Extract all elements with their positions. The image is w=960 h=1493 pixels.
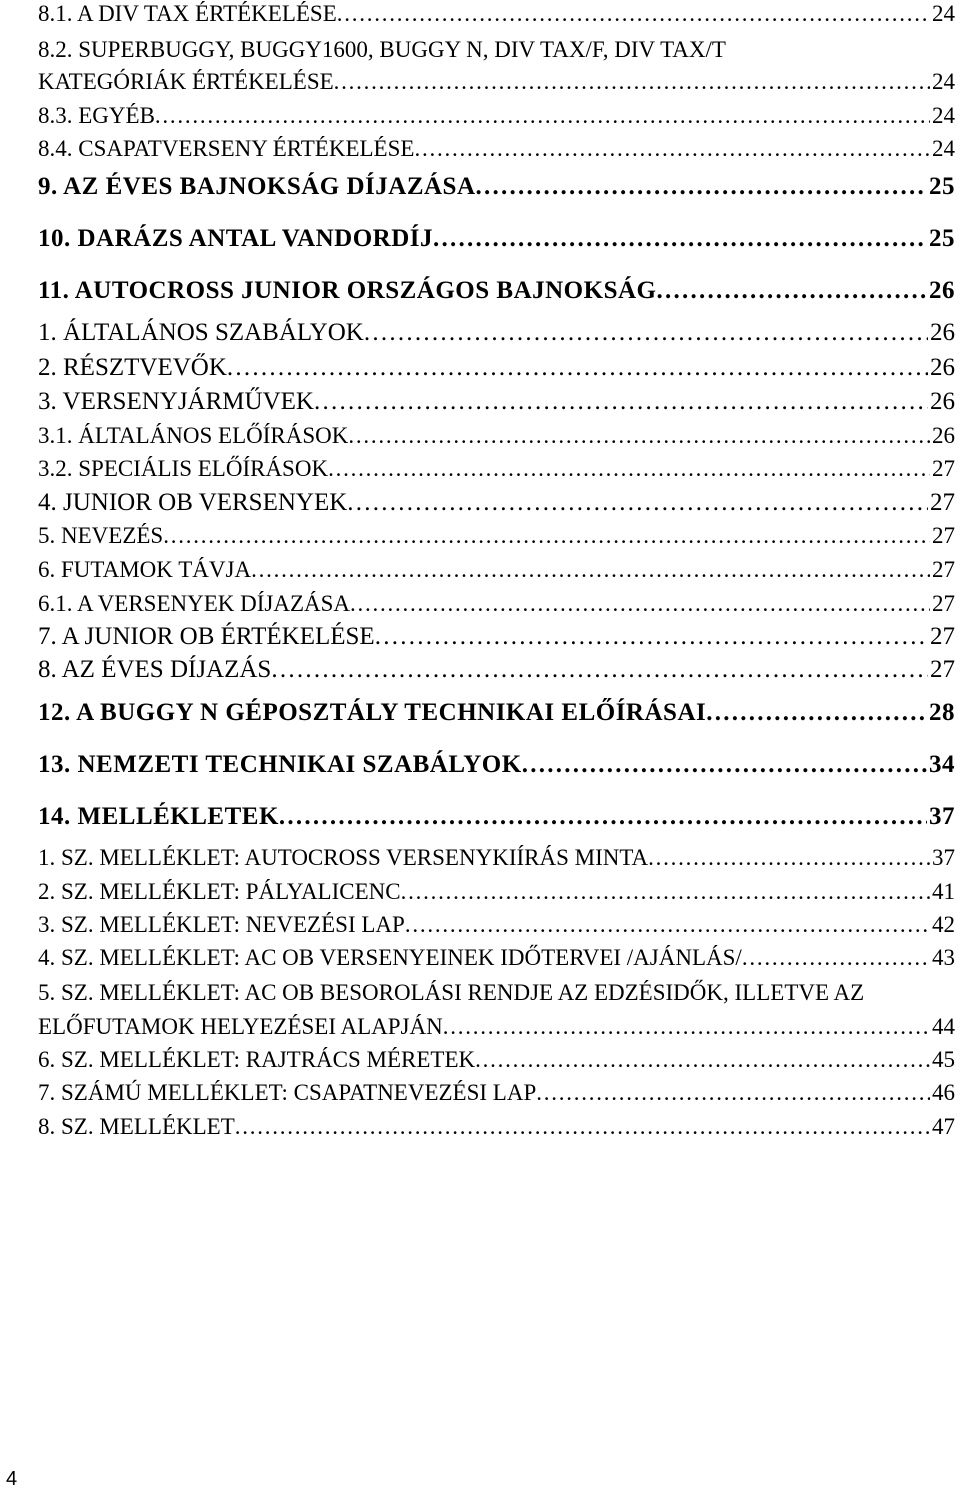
toc-entry-page: 27 [932,456,955,481]
toc-entry-label: 3. VERSENYJÁRMŰVEK [38,388,314,415]
toc-entry-page: 27 [932,523,955,548]
leader-dots [433,226,927,251]
toc-entry-label: 3.1. ÁLTALÁNOS ELŐÍRÁSOK [38,423,349,448]
toc-entry-label: 2. RÉSZTVEVŐK [38,354,227,381]
leader-dots [334,70,930,93]
toc-entry-label: 1. ÁLTALÁNOS SZABÁLYOK [38,319,364,346]
toc-entry-label: 8.2. SUPERBUGGY, BUGGY1600, BUGGY N, DIV TAX/F, DIV TAX/T [38,37,726,62]
toc-entry-label: 10. DARÁZS ANTAL VANDORDÍJ [38,225,434,252]
toc-entry-label: 1. SZ. MELLÉKLET: AUTOCROSS VERSENYKIÍRÁS MINTA [38,845,649,870]
toc-entry[interactable] [38,104,955,127]
toc-entry-page: 26 [930,388,955,415]
toc-entry-label: 4. SZ. MELLÉKLET: AC OB VERSENYEINEK IDŐTERVEI /AJÁNLÁS/ [38,945,742,970]
toc-entry[interactable] [38,846,955,869]
toc-entry-page: 24 [932,103,955,128]
toc-entry-page: 26 [932,423,955,448]
leader-dots [271,657,928,682]
toc-entry-page: 24 [932,1,955,26]
toc-entry-page: 27 [930,656,955,683]
toc-entry[interactable] [38,946,955,969]
toc-entry-page: 44 [932,1014,955,1039]
toc-entry-label: 3.2. SPECIÁLIS ELŐÍRÁSOK [38,456,329,481]
leader-dots [405,913,930,936]
toc-entry-page: 37 [932,845,955,870]
toc-entry[interactable] [38,624,955,649]
toc-entry-label: 13. NEMZETI TECHNIKAI SZABÁLYOK [38,751,522,778]
toc-entry[interactable] [38,38,955,61]
leader-dots [163,524,930,547]
toc-entry-label: 3. SZ. MELLÉKLET: NEVEZÉSI LAP [38,912,405,937]
toc-entry-label: 8.1. A DIV TAX ÉRTÉKELÉSE [38,1,337,26]
toc-entry-label: 8. SZ. MELLÉKLET [38,1114,235,1139]
leader-dots [401,880,930,903]
leader-dots [314,389,928,414]
toc-entry-label: 2. SZ. MELLÉKLET: PÁLYALICENC [38,879,401,904]
toc-entry-label: 4. JUNIOR OB VERSENYEK [38,489,348,516]
leader-dots [656,278,927,303]
toc-entry[interactable] [38,657,955,682]
toc-entry[interactable] [38,490,955,515]
toc-entry[interactable] [38,558,955,581]
toc-entry[interactable] [38,70,955,93]
toc-entry-page: 27 [930,489,955,516]
toc-entry-page: 37 [929,803,955,830]
toc-entry-label: 8.4. CSAPATVERSENY ÉRTÉKELÉSE [38,136,415,161]
page-number: 4 [6,1468,18,1490]
toc-entry[interactable] [38,1048,955,1071]
toc-entry[interactable] [38,804,955,829]
leader-dots [375,624,928,649]
leader-dots [328,457,930,480]
leader-dots [742,946,930,969]
toc-entry-label: 11. AUTOCROSS JUNIOR ORSZÁGOS BAJNOKSÁG [38,277,657,304]
toc-entry-label: 8. AZ ÉVES DÍJAZÁS [38,656,272,683]
toc-entry-page: 41 [932,879,955,904]
toc-entry-page: 27 [932,591,955,616]
toc-entry-page: 42 [932,912,955,937]
toc-entry-page: 26 [929,277,955,304]
toc-entry[interactable] [38,226,955,251]
leader-dots [235,1115,930,1138]
toc-entry-label: 9. AZ ÉVES BAJNOKSÁG DÍJAZÁSA [38,173,476,200]
toc-entry-label: 6. SZ. MELLÉKLET: RAJTRÁCS MÉRETEK [38,1047,476,1072]
toc-entry-label: 6. FUTAMOK TÁVJA [38,557,252,582]
toc-entry-page: 28 [929,699,955,726]
toc-entry-label: 7. A JUNIOR OB ÉRTÉKELÉSE [38,623,375,650]
leader-dots [227,355,928,380]
toc-entry-page: 24 [932,136,955,161]
toc-entry[interactable] [38,174,955,199]
toc-entry[interactable] [38,137,955,160]
toc-entry[interactable] [38,1081,955,1104]
toc-entry[interactable] [38,1015,955,1038]
toc-entry-label: ELŐFUTAMOK HELYEZÉSEI ALAPJÁN [38,1014,443,1039]
toc-entry-label: 5. NEVEZÉS [38,523,164,548]
leader-dots [522,752,927,777]
leader-dots [155,104,930,127]
toc-entry[interactable] [38,752,955,777]
leader-dots [348,424,930,447]
leader-dots [337,2,930,25]
toc-entry[interactable] [38,592,955,615]
leader-dots [364,320,928,345]
leader-dots [347,490,928,515]
leader-dots [443,1015,930,1038]
leader-dots [414,137,930,160]
toc-entry-page: 46 [932,1080,955,1105]
toc-entry-page: 27 [932,557,955,582]
leader-dots [279,804,927,829]
toc-entry[interactable] [38,2,955,25]
leader-dots [476,174,927,199]
toc-entry-page: 25 [929,173,955,200]
toc-entry-page: 24 [932,69,955,94]
toc-entry-label: 6.1. A VERSENYEK DÍJAZÁSA [38,591,351,616]
toc-entry-label: 12. A BUGGY N GÉPOSZTÁLY TECHNIKAI ELŐÍRÁSAI [38,699,707,726]
toc-entry[interactable] [38,457,955,480]
toc-entry[interactable] [38,320,955,345]
toc-entry[interactable] [38,700,955,725]
toc-entry-label: 8.3. EGYÉB [38,103,155,128]
toc-entry-page: 34 [929,751,955,778]
leader-dots [706,700,927,725]
toc-entry[interactable] [38,880,955,903]
toc-entry-page: 47 [932,1114,955,1139]
toc-entry-page: 27 [930,623,955,650]
toc-entry-page: 43 [932,945,955,970]
toc-entry[interactable] [38,981,955,1004]
leader-dots [475,1048,930,1071]
toc-entry[interactable] [38,424,955,447]
toc-entry[interactable] [38,389,955,414]
toc-entry-label: KATEGÓRIÁK ÉRTÉKELÉSE [38,69,334,94]
toc-entry-label: 14. MELLÉKLETEK [38,803,279,830]
toc-entry[interactable] [38,524,955,547]
toc-entry-page: 26 [930,354,955,381]
toc-entry[interactable] [38,278,955,303]
toc-entry-page: 25 [929,225,955,252]
toc-entry[interactable] [38,1115,955,1138]
toc-entry-page: 45 [932,1047,955,1072]
toc-entry[interactable] [38,913,955,936]
leader-dots [536,1081,930,1104]
toc-entry-label: 5. SZ. MELLÉKLET: AC OB BESOROLÁSI RENDJE AZ EDZÉSIDŐK, ILLETVE AZ [38,980,865,1005]
leader-dots [251,558,930,581]
leader-dots [648,846,930,869]
toc-entry-label: 7. SZÁMÚ MELLÉKLET: CSAPATNEVEZÉSI LAP [38,1080,537,1105]
toc-entry[interactable] [38,355,955,380]
toc-entry-page: 26 [930,319,955,346]
leader-dots [350,592,930,615]
